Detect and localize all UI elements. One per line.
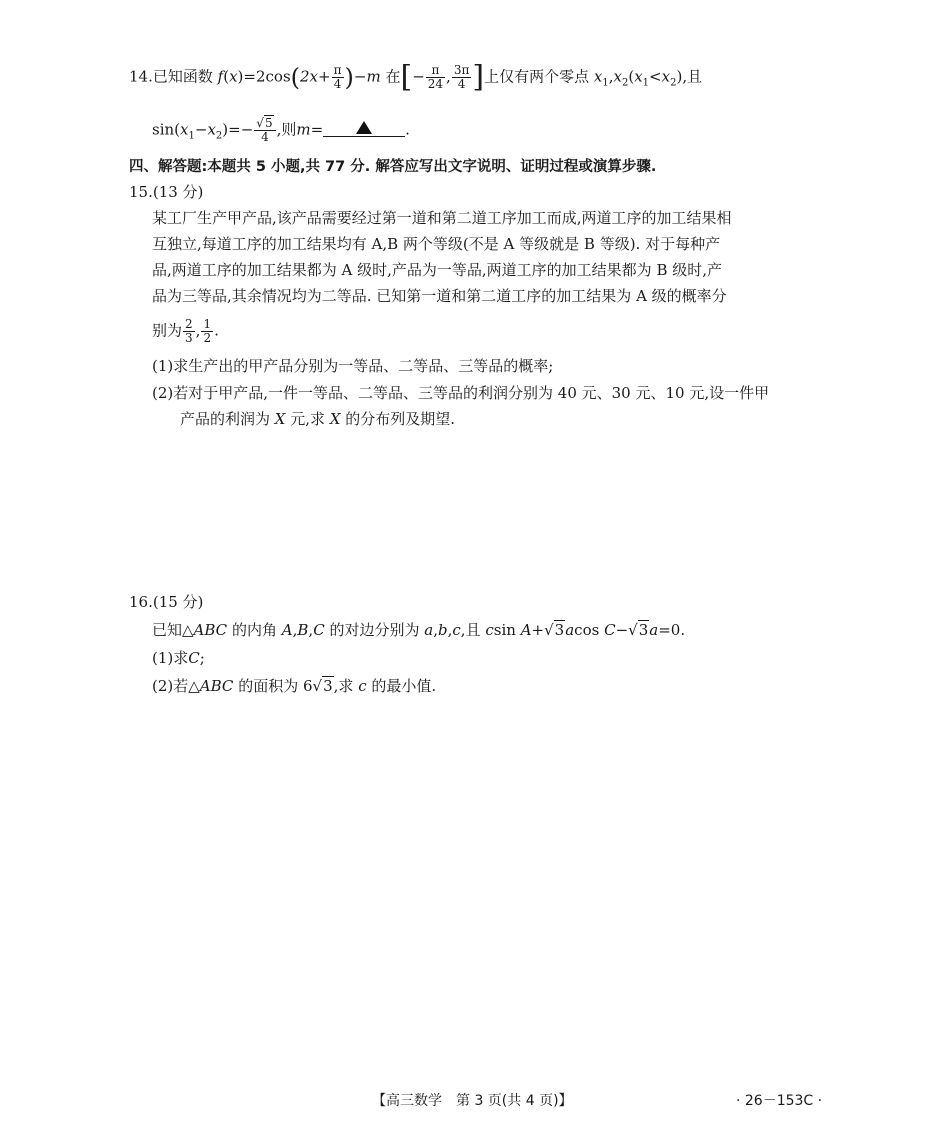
footer-code: · 26－153C ·	[736, 1093, 823, 1109]
q16-sub-2: (2)若△ABC 的面积为 6√3,求 c 的最小值.	[152, 677, 437, 695]
fraction-sqrt5-4: $\frac{√5}{4}$	[254, 117, 275, 144]
section-4-title: 四、解答题:本题共 5 小题,共 77 分. 解答应写出文字说明、证明过程或演算步骤.	[129, 159, 657, 175]
q15-line-1: 某工厂生产甲产品,该产品需要经过第一道和第二道工序加工而成,两道工序的加工结果相	[152, 209, 732, 227]
q15-line-2: 互独立,每道工序的加工结果均有 A,B 两个等级(不是 A 等级就是 B 等级). 对于每种产	[152, 235, 721, 253]
q14-number: 14.	[129, 67, 153, 86]
q16-line-1: 已知△ABC 的内角 A,B,C 的对边分别为 a,b,c,且 csin A+√3acos C−√3a=0.	[152, 621, 686, 639]
fraction-pi-24: $\frac{\pi}{24}$	[427, 63, 444, 91]
triangle-marker-icon	[356, 121, 372, 134]
fraction-pi-4: $\frac{\pi}{4}$	[333, 63, 342, 91]
fraction-1-2: $\frac{1}{2}$	[203, 317, 212, 345]
fraction-3pi-4: $\frac{3\pi}{4}$	[453, 63, 470, 91]
q15-sub-1: (1)求生产出的甲产品分别为一等品、二等品、三等品的概率;	[152, 357, 554, 375]
q15-line-4: 品为三等品,其余情况均为二等品. 已知第一道和第二道工序的加工结果为 A 级的概率分	[152, 287, 727, 305]
fraction-2-3: $\frac{2}{3}$	[185, 317, 193, 345]
q15-header: 15.(13 分)	[129, 183, 204, 201]
answer-blank	[323, 118, 405, 137]
q14-line-1: 14.已知函数 f(x)=2cos(2x+ $\frac{\pi}{4}$ )−m 在[− $\frac{\pi}{24}$ , $\frac{3\pi}{4}$ ]上仅有两个零点 $x_1,x_2(x_1<x_2)$,且	[129, 59, 703, 95]
q16-sub-1: (1)求C;	[152, 649, 205, 667]
q14-line-2: $\sin(x_1-x_2)=-$ $\frac{√5}{4}$ ,则m= .	[152, 116, 410, 144]
q15-sub-2-line-2: 产品的利润为 X 元,求 X 的分布列及期望.	[180, 410, 456, 428]
q15-sub-2-line-1: (2)若对于甲产品,一件一等品、二等品、三等品的利润分别为 40 元、30 元、10 元,设一件甲	[152, 384, 770, 402]
q15-line-5: 别为 $\frac{2}{3}$ , $\frac{1}{2}$ .	[152, 317, 219, 345]
footer-page-label: 【高三数学 第 3 页(共 4 页)】	[372, 1093, 573, 1109]
q15-line-3: 品,两道工序的加工结果都为 A 级时,产品为一等品,两道工序的加工结果都为 B 级时,产	[152, 261, 723, 279]
q16-header: 16.(15 分)	[129, 593, 204, 611]
